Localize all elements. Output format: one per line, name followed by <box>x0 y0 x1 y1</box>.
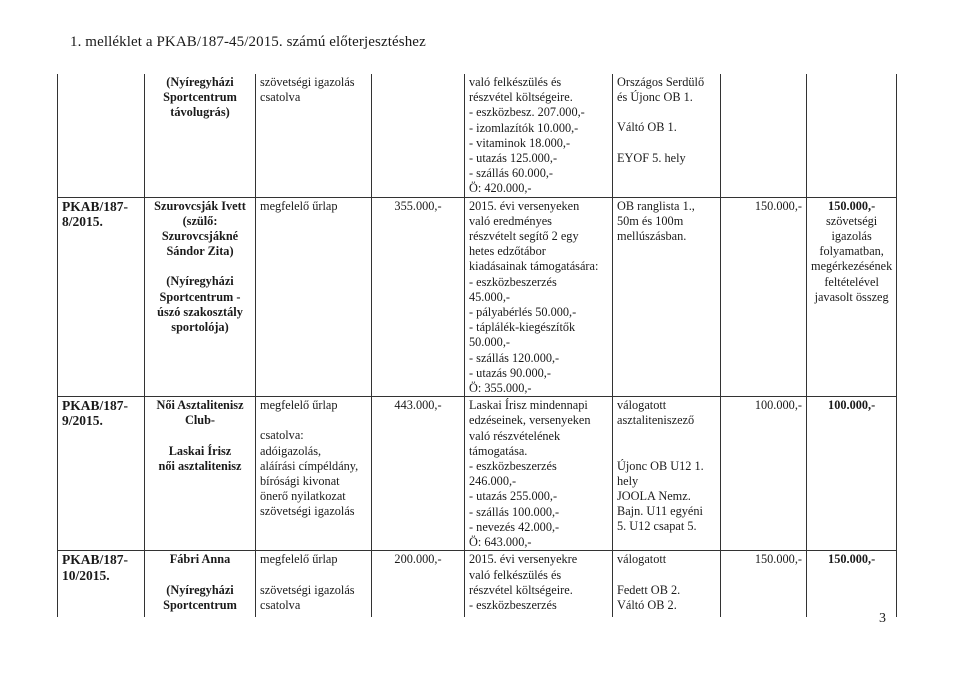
cell-line: (szülő: <box>182 213 218 228</box>
cell-line <box>617 136 716 151</box>
cell-line: Laskai Írisz <box>168 443 232 458</box>
cell-line: igazolás <box>831 229 872 244</box>
cell-line: - táplálék-kiegészítők <box>469 320 576 335</box>
cell-documents <box>256 397 372 551</box>
cell-line: Club- <box>184 413 216 428</box>
cell-line <box>149 568 251 583</box>
cell-line: - szállás 100.000,- <box>469 504 560 519</box>
cell-line: sportolója) <box>171 320 229 335</box>
cell-line: - izomlazítók 10.000,- <box>469 120 579 135</box>
cell-line: részvételt segítő 2 egy <box>469 229 579 244</box>
cell-line: - eszközbesz. 207.000,- <box>469 105 585 120</box>
cell-line: úszó szakosztály <box>157 304 243 319</box>
cell-proposed-amount <box>721 397 807 551</box>
table-row <box>58 197 897 397</box>
cell-line: 50.000,- <box>469 335 510 350</box>
cell-applicant <box>145 397 256 551</box>
cell-line: Sportcentrum - <box>159 289 241 304</box>
table-row <box>58 551 897 617</box>
cell-line: bírósági kivonat <box>260 474 340 489</box>
cell-line: részvétel költségeire. <box>469 582 573 597</box>
cell-line: Váltó OB 1. <box>617 120 677 135</box>
cell-decision <box>807 74 897 197</box>
cell-line: 150.000,- <box>828 198 876 213</box>
cell-line: adóigazolás, <box>260 443 322 458</box>
cell-line: OB ranglista 1., <box>617 198 695 213</box>
cell-line: (Nyíregyházi <box>166 274 234 289</box>
cell-line: megfelelő űrlap <box>260 398 338 413</box>
cell-results <box>613 74 721 197</box>
cell-requested-amount: 200.000,- <box>372 551 465 617</box>
cell-line: csatolva <box>260 90 301 105</box>
table-row <box>58 397 897 551</box>
cell-line: szövetségi igazolás <box>260 75 355 89</box>
cell-line: részvétel költségeire. <box>469 90 573 105</box>
cell-documents <box>256 74 372 197</box>
cell-line: 246.000,- <box>469 474 517 489</box>
cell-line: - utazás 125.000,- <box>469 151 558 166</box>
cell-line: - utazás 90.000,- <box>469 365 551 380</box>
cell-line: 100.000,- <box>828 398 876 413</box>
cell-line: - eszközbeszerzés <box>469 274 557 289</box>
cell-line: mellúszásban. <box>617 229 687 244</box>
cell-line: folyamatban, <box>819 244 884 259</box>
cell-line: aláírási címpéldány, <box>260 458 359 473</box>
page-header: 1. melléklet a PKAB/187-45/2015. számú előterjesztéshez <box>70 34 426 50</box>
cell-line: (Nyíregyházi <box>166 582 234 597</box>
cell-line: Fábri Anna <box>169 552 231 567</box>
cell-results <box>613 197 721 397</box>
cell-results <box>613 397 721 551</box>
cell-purpose <box>465 197 613 397</box>
cell-line: válogatott <box>617 398 667 413</box>
cell-line <box>149 259 251 274</box>
cell-purpose <box>465 74 613 197</box>
cell-line <box>617 568 716 583</box>
cell-purpose <box>465 551 613 617</box>
cell-line: feltételével <box>824 274 879 289</box>
cell-line: - eszközbeszerzés <box>469 459 557 474</box>
cell-line: Fedett OB 2. <box>617 582 681 597</box>
cell-line: PKAB/187- <box>62 198 128 214</box>
cell-line: Sportcentrum <box>163 597 237 612</box>
cell-line: PKAB/187- <box>62 552 128 568</box>
cell-documents <box>256 551 372 617</box>
cell-line: önerő nyilatkozat <box>260 489 346 504</box>
cell-line: Ö: 420.000,- <box>469 181 532 196</box>
cell-line: 150.000,- <box>828 552 876 567</box>
cell-line: megfelelő űrlap <box>260 198 338 213</box>
cell-line <box>617 105 716 120</box>
cell-proposed-amount <box>721 74 807 197</box>
cell-line: 2015. évi versenyekre <box>469 552 578 567</box>
cell-line: megérkezésének <box>811 259 893 274</box>
cell-line: EYOF 5. hely <box>617 150 686 165</box>
cell-line: Újonc OB U12 1. <box>617 458 704 473</box>
cell-requested-amount: 355.000,- <box>372 197 465 397</box>
cell-line: szövetségi igazolás <box>260 504 355 519</box>
cell-line <box>617 444 716 459</box>
cell-line: Bajn. U11 egyéni <box>617 504 703 519</box>
cell-line: való felkészülés és <box>469 567 562 582</box>
cell-line: való részvételének <box>469 428 561 443</box>
page-number: 3 <box>879 611 886 626</box>
cell-line: Országos Serdülő <box>617 75 705 89</box>
cell-results <box>613 551 721 617</box>
cell-line: edzéseinek, versenyeken <box>469 413 591 428</box>
cell-line: Sándor Zita) <box>166 244 234 259</box>
cell-line: 50m és 100m <box>617 213 684 228</box>
cell-id <box>58 551 145 617</box>
cell-line: javasolt összeg <box>814 289 889 304</box>
cell-purpose <box>465 397 613 551</box>
cell-line: - eszközbeszerzés <box>469 597 557 612</box>
cell-line: támogatása. <box>469 443 528 458</box>
cell-proposed-amount <box>721 197 807 397</box>
cell-line: való eredményes <box>469 213 552 228</box>
cell-line: való felkészülés és <box>469 75 562 89</box>
cell-line <box>617 429 716 444</box>
cell-line: - nevezés 42.000,- <box>469 519 560 534</box>
cell-line: és Újonc OB 1. <box>617 90 693 105</box>
cell-line: Szurovcsjákné <box>161 229 239 244</box>
cell-line: 5. U12 csapat 5. <box>617 519 697 534</box>
cell-applicant <box>145 197 256 397</box>
cell-decision <box>807 197 897 397</box>
cell-decision <box>807 397 897 551</box>
cell-line: - pályabérlés 50.000,- <box>469 305 577 320</box>
cell-line: 2015. évi versenyeken <box>469 198 580 213</box>
cell-line: - vitaminok 18.000,- <box>469 135 571 150</box>
cell-line: válogatott <box>617 552 667 567</box>
cell-line: távolugrás) <box>170 105 230 120</box>
cell-line: 150.000,- <box>754 552 802 567</box>
cell-proposed-amount <box>721 551 807 617</box>
cell-line: 8/2015. <box>62 213 103 229</box>
cell-line: szövetségi <box>826 213 878 228</box>
cell-id <box>58 397 145 551</box>
cell-line: Váltó OB 2. <box>617 597 677 612</box>
cell-line: csatolva <box>260 597 301 612</box>
cell-line: - utazás 255.000,- <box>469 489 558 504</box>
table-row <box>58 74 897 197</box>
cell-line: 10/2015. <box>62 567 110 583</box>
cell-line: szövetségi igazolás <box>260 582 355 597</box>
cell-line: Szurovcsják Ivett <box>154 198 246 213</box>
cell-line: megfelelő űrlap <box>260 552 338 567</box>
cell-line: női asztalitenisz <box>158 458 242 473</box>
cell-line: hely <box>617 473 639 488</box>
cell-documents <box>256 197 372 397</box>
cell-line: hetes edzőtábor <box>469 244 546 259</box>
proposal-table <box>57 74 897 617</box>
cell-line: Női Asztalitenisz <box>156 398 244 413</box>
cell-line: 100.000,- <box>754 398 802 413</box>
cell-line: Laskai Írisz mindennapi <box>469 398 588 413</box>
cell-line <box>260 413 367 428</box>
cell-requested-amount: 443.000,- <box>372 397 465 551</box>
cell-line: - szállás 120.000,- <box>469 350 560 365</box>
cell-applicant <box>145 74 256 197</box>
cell-id <box>58 197 145 397</box>
cell-line: JOOLA Nemz. <box>617 489 691 504</box>
cell-line: Ö: 643.000,- <box>469 535 532 550</box>
cell-line: 150.000,- <box>754 198 802 213</box>
cell-decision <box>807 551 897 617</box>
cell-line: csatolva: <box>260 428 304 443</box>
cell-line: Sportcentrum <box>163 90 237 105</box>
cell-line: 45.000,- <box>469 289 510 304</box>
cell-requested-amount <box>372 74 465 197</box>
cell-line <box>149 429 251 444</box>
cell-id <box>58 74 145 197</box>
cell-line: - szállás 60.000,- <box>469 166 554 181</box>
cell-line: (Nyíregyházi <box>166 75 234 89</box>
cell-line: Ö: 355.000,- <box>469 381 532 396</box>
cell-line <box>260 568 367 583</box>
cell-line: 9/2015. <box>62 413 103 429</box>
cell-line: kiadásainak támogatására: <box>469 259 599 274</box>
cell-line: asztaliteniszező <box>617 413 695 428</box>
cell-applicant <box>145 551 256 617</box>
cell-line: PKAB/187- <box>62 398 128 414</box>
